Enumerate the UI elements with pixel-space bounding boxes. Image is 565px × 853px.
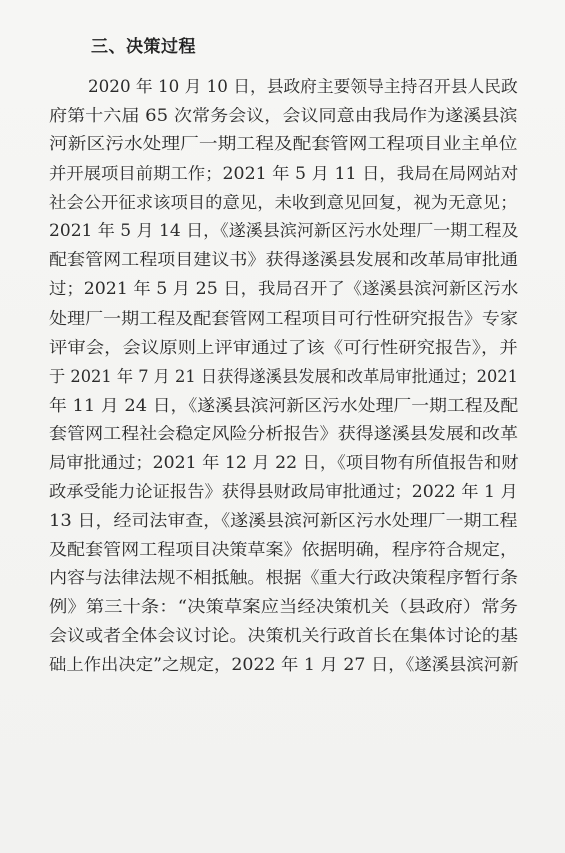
paragraph-line: 府第十六届 65 次常务会议，会议同意由我局作为遂溪县滨 bbox=[49, 106, 518, 125]
section-heading: 三、决策过程 bbox=[91, 37, 196, 57]
paragraph-line: 处理厂一期工程及配套管网工程项目可行性研究报告》专家 bbox=[49, 309, 518, 328]
paragraph-line: 及配套管网工程项目决策草案》依据明确，程序符合规定， bbox=[49, 540, 518, 559]
paragraph-line: 河新区污水处理厂一期工程及配套管网工程项目业主单位 bbox=[49, 134, 518, 153]
paragraph-line: 并开展项目前期工作；2021 年 5 月 11 日，我局在局网站对 bbox=[49, 164, 519, 183]
paragraph-line: 13 日，经司法审查，《遂溪县滨河新区污水处理厂一期工程 bbox=[49, 511, 518, 530]
paragraph-line: 政承受能力论证报告》获得县财政局审批通过；2022 年 1 月 bbox=[49, 482, 518, 501]
paragraph-line: 会议或者全体会议讨论。决策机关行政首长在集体讨论的基 bbox=[49, 626, 518, 645]
paragraph-line: 社会公开征求该项目的意见，未收到意见回复，视为无意见； bbox=[49, 193, 518, 212]
paragraph-line: 2020 年 10 月 10 日，县政府主要领导主持召开县人民政 bbox=[88, 77, 518, 96]
paragraph-line: 年 11 月 24 日，《遂溪县滨河新区污水处理厂一期工程及配 bbox=[49, 396, 519, 415]
paragraph-line: 过；2021 年 5 月 25 日，我局召开了《遂溪县滨河新区污水 bbox=[49, 279, 519, 298]
paragraph-line: 础上作出决定”之规定，2022 年 1 月 27 日，《遂溪县滨河新 bbox=[49, 655, 519, 674]
paragraph-line: 评审会，会议原则上评审通过了该《可行性研究报告》，并 bbox=[49, 338, 518, 357]
paragraph-line: 套管网工程社会稳定风险分析报告》获得遂溪县发展和改革 bbox=[49, 424, 518, 443]
paragraph-line: 内容与法律法规不相抵触。根据《重大行政决策程序暂行条 bbox=[49, 568, 518, 587]
paragraph-line: 2021 年 5 月 14 日，《遂溪县滨河新区污水处理厂一期工程及 bbox=[49, 221, 519, 240]
paragraph-line: 于 2021 年 7 月 21 日获得遂溪县发展和改革局审批通过；2021 bbox=[49, 367, 518, 386]
paragraph-line: 配套管网工程项目建议书》获得遂溪县发展和改革局审批通 bbox=[49, 250, 518, 269]
paragraph-line: 局审批通过；2021 年 12 月 22 日，《项目物有所值报告和财 bbox=[49, 453, 519, 472]
paragraph-line: 例》第三十条：“决策草案应当经决策机关（县政府）常务 bbox=[49, 597, 518, 616]
